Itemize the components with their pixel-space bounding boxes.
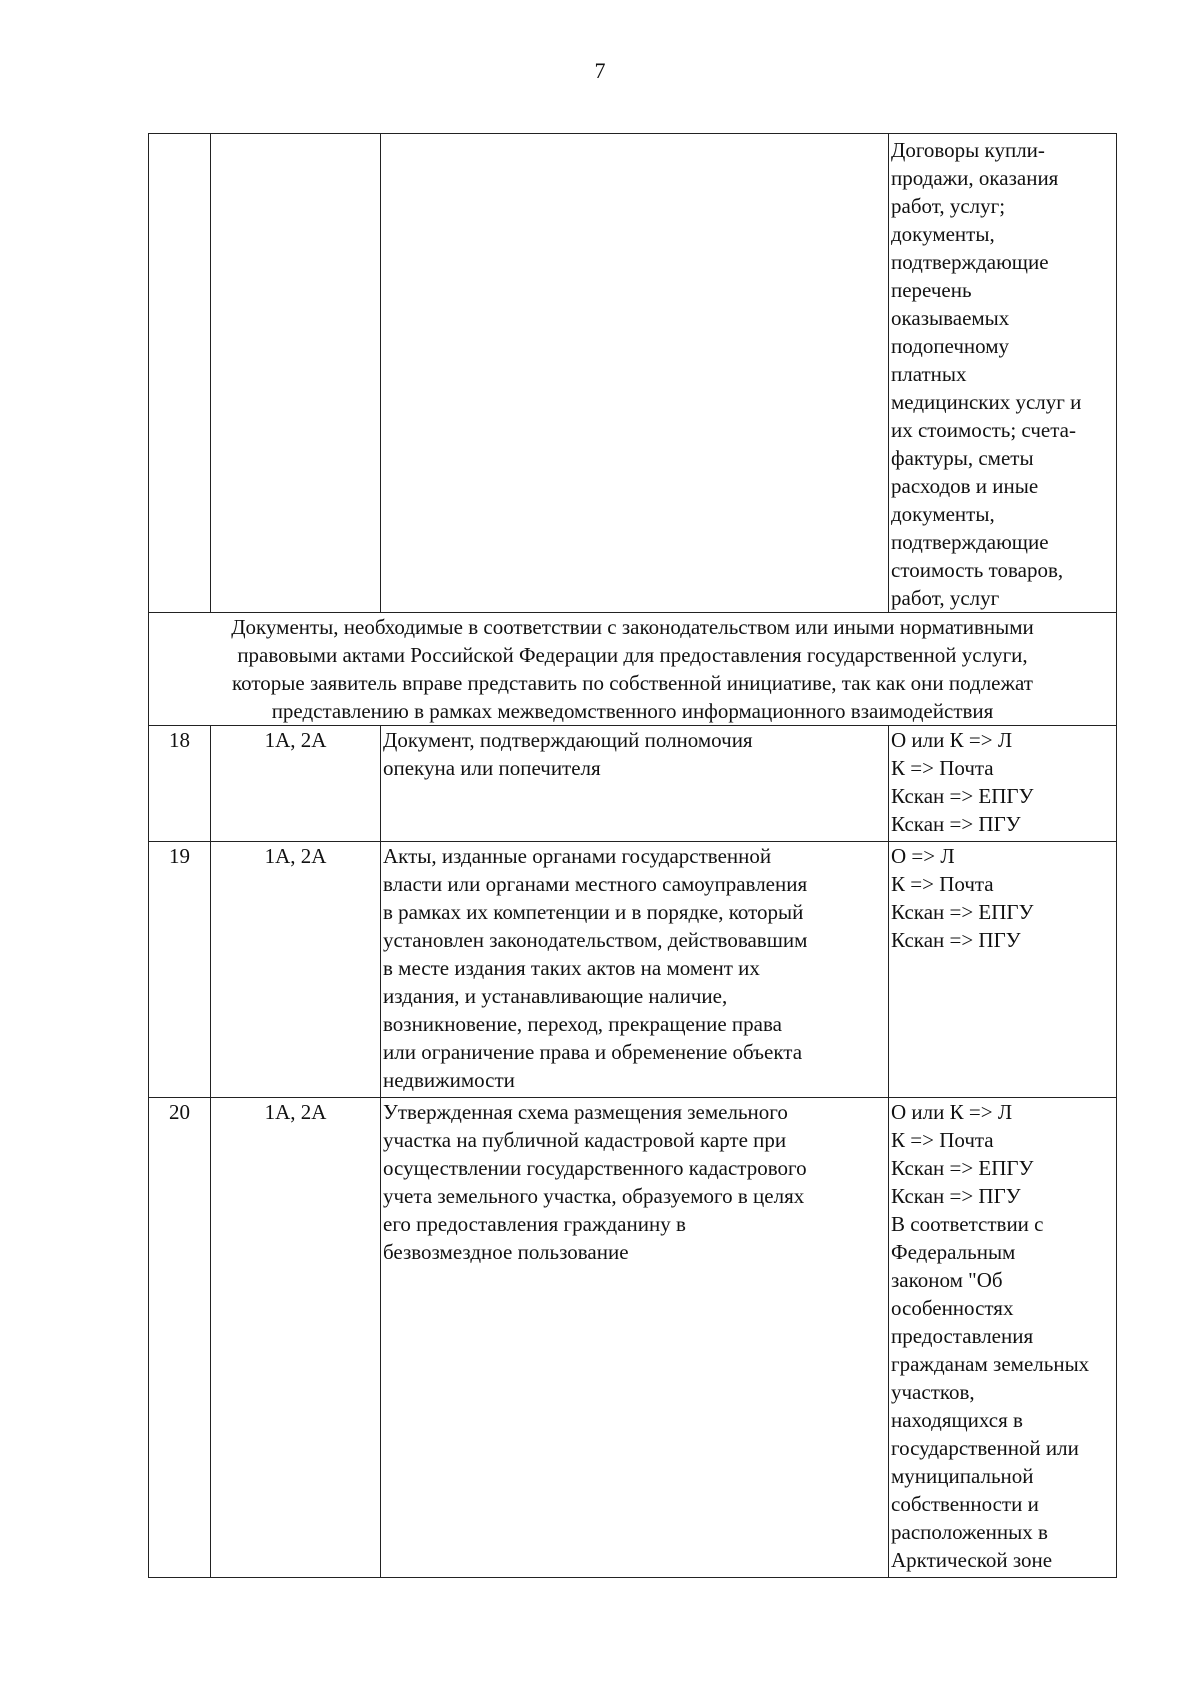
text-line: О или К => Л — [891, 728, 1013, 752]
text-line: Кскан => ЕПГУ — [891, 1156, 1034, 1180]
text-line: К => Почта — [891, 1128, 994, 1152]
section-header — [149, 613, 1117, 726]
row-number: 20 — [149, 1098, 211, 1578]
table-row — [149, 726, 1117, 842]
text-line: их стоимость; счета- — [891, 418, 1076, 442]
text-line: Кскан => ПГУ — [891, 928, 1021, 952]
text-line: предоставления — [891, 1324, 1034, 1348]
section-header-line: которые заявитель вправе представить по собственной инициативе, так как они подлежат — [232, 671, 1033, 695]
table-row — [149, 842, 1117, 1098]
text-line: Документ, подтверждающий полномочия — [383, 728, 753, 752]
text-line: подопечному — [891, 334, 1010, 358]
text-line: Утвержденная схема размещения земельного — [383, 1100, 788, 1124]
row-description — [381, 842, 889, 1098]
text-line: расположенных в — [891, 1520, 1048, 1544]
table-row — [149, 1098, 1117, 1578]
text-line: власти или органами местного самоуправления — [383, 872, 808, 896]
section-header-line: представлению в рамках межведомственного информационного взаимодействия — [271, 699, 994, 723]
text-line: стоимость товаров, — [891, 558, 1064, 582]
text-line: Арктической зоне — [891, 1548, 1053, 1572]
row-number: 19 — [149, 842, 211, 1098]
text-line: документы, — [891, 222, 995, 246]
cell-empty-code — [211, 134, 381, 613]
text-line: оказываемых — [891, 306, 1010, 330]
text-line: собственности и — [891, 1492, 1039, 1516]
text-line: Договоры купли- — [891, 138, 1045, 162]
section-header-row — [149, 613, 1117, 726]
text-line: муниципальной — [891, 1464, 1034, 1488]
row-submission-method — [889, 726, 1117, 842]
text-line: законом "Об — [891, 1268, 1003, 1292]
text-line: возникновение, переход, прекращение права — [383, 1012, 782, 1036]
text-line: Акты, изданные органами государственной — [383, 844, 772, 868]
text-line: работ, услуг — [891, 586, 1000, 610]
text-line: участка на публичной кадастровой карте при — [383, 1128, 787, 1152]
text-line: О или К => Л — [891, 1100, 1013, 1124]
text-line: недвижимости — [383, 1068, 515, 1092]
text-line: установлен законодательством, действовавшим — [383, 928, 808, 952]
text-line: или ограничение права и обременение объекта — [383, 1040, 803, 1064]
text-line: О => Л — [891, 844, 955, 868]
text-line: продажи, оказания — [891, 166, 1059, 190]
text-line: фактуры, сметы — [891, 446, 1034, 470]
cell-empty-desc — [381, 134, 889, 613]
row-submission-method — [889, 842, 1117, 1098]
text-line: работ, услуг; — [891, 194, 1006, 218]
row-applicant-code: 1А, 2А — [211, 842, 381, 1098]
text-line: в месте издания таких актов на момент их — [383, 956, 760, 980]
text-line: безвозмездное пользование — [383, 1240, 629, 1264]
text-line: Кскан => ПГУ — [891, 812, 1021, 836]
section-header-line: Документы, необходимые в соответствии с законодательством или иными нормативными — [231, 615, 1034, 639]
text-line: государственной или — [891, 1436, 1079, 1460]
row-description — [381, 726, 889, 842]
text-line: К => Почта — [891, 756, 994, 780]
text-line: Кскан => ПГУ — [891, 1184, 1021, 1208]
text-line: перечень — [891, 278, 972, 302]
cell-documents-list — [889, 134, 1117, 613]
page-number: 7 — [594, 58, 606, 83]
documents-table — [148, 133, 1117, 1578]
text-line: Кскан => ЕПГУ — [891, 900, 1034, 924]
row-submission-method — [889, 1098, 1117, 1578]
text-line: участков, — [891, 1380, 975, 1404]
text-line: медицинских услуг и — [891, 390, 1082, 414]
text-line: осуществлении государственного кадастрового — [383, 1156, 807, 1180]
row-number: 18 — [149, 726, 211, 842]
cell-empty-num — [149, 134, 211, 613]
row-applicant-code: 1А, 2А — [211, 1098, 381, 1578]
text-line: Кскан => ЕПГУ — [891, 784, 1034, 808]
text-line: расходов и иные — [891, 474, 1039, 498]
text-line: В соответствии с — [891, 1212, 1044, 1236]
section-header-line: правовыми актами Российской Федерации для предоставления государственной услуги, — [237, 643, 1028, 667]
text-line: находящихся в — [891, 1408, 1023, 1432]
text-line: К => Почта — [891, 872, 994, 896]
text-line: учета земельного участка, образуемого в целях — [383, 1184, 805, 1208]
text-line: подтверждающие — [891, 250, 1049, 274]
text-line: в рамках их компетенции и в порядке, который — [383, 900, 804, 924]
text-line: подтверждающие — [891, 530, 1049, 554]
table-row-continued — [149, 134, 1117, 613]
text-line: его предоставления гражданину в — [383, 1212, 686, 1236]
text-line: платных — [891, 362, 967, 386]
text-line: гражданам земельных — [891, 1352, 1090, 1376]
row-description — [381, 1098, 889, 1578]
text-line: особенностях — [891, 1296, 1014, 1320]
text-line: Федеральным — [891, 1240, 1016, 1264]
text-line: документы, — [891, 502, 995, 526]
text-line: издания, и устанавливающие наличие, — [383, 984, 728, 1008]
text-line: опекуна или попечителя — [383, 756, 601, 780]
row-applicant-code: 1А, 2А — [211, 726, 381, 842]
